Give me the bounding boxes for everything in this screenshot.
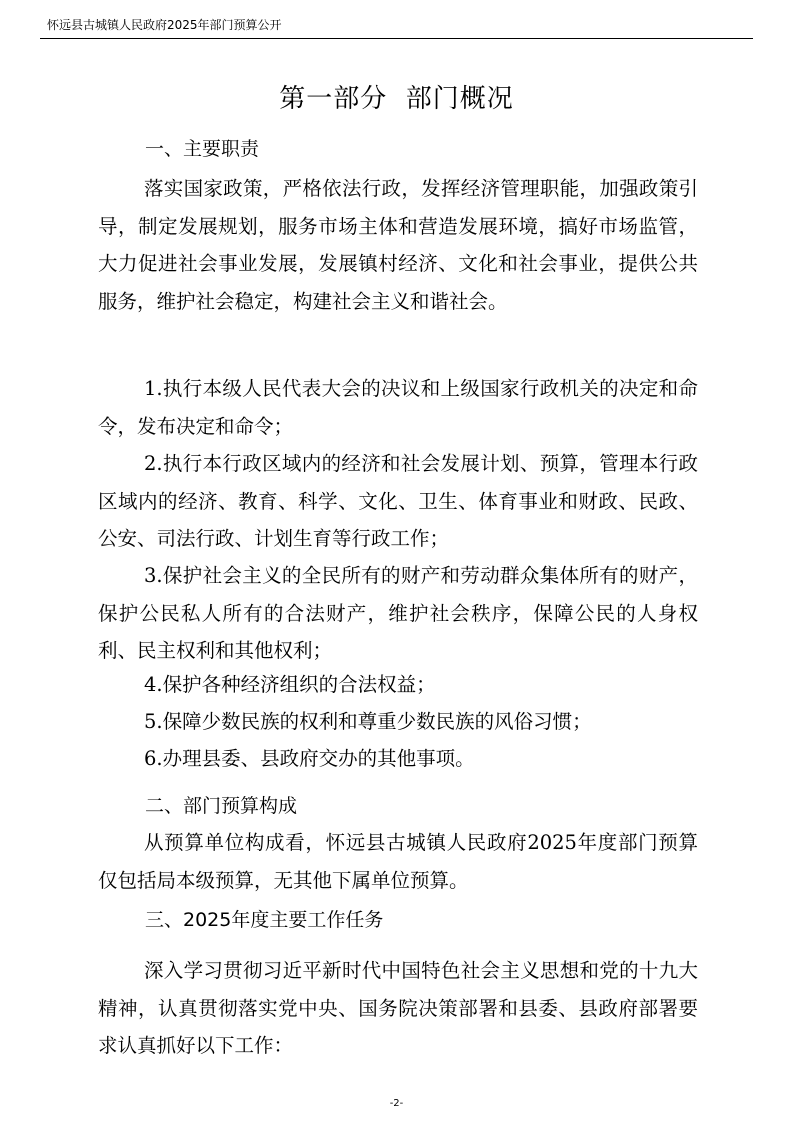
paragraph-duty-5: 5.保障少数民族的权利和尊重少数民族的风俗习惯； — [144, 710, 592, 733]
paragraph-duty-6: 6.办理县委、县政府交办的其他事项。 — [144, 747, 475, 770]
paragraph-budget-structure: 从预算单位构成看，怀远县古城镇人民政府2025年度部门预算仅包括局本级预算，无其他下属单位预算。 — [98, 831, 698, 892]
section-heading-budget-structure: 二、部门预算构成 — [145, 795, 298, 817]
paragraph-main-tasks: 深入学习贯彻习近平新时代中国特色社会主义思想和党的十九大精神，认真贯彻落实党中央、国务院决策部署和县委、县政府部署要求认真抓好以下工作： — [98, 959, 698, 1057]
paragraph-duty-1: 1.执行本级人民代表大会的决议和上级国家行政机关的决定和命令，发布决定和命令； — [98, 377, 698, 438]
running-header: 怀远县古城镇人民政府2025年部门预算公开 — [47, 18, 282, 32]
page-title: 第一部分 部门概况 — [279, 84, 514, 114]
section-heading-main-tasks: 三、2025年度主要工作任务 — [145, 909, 384, 931]
paragraph-duty-3: 3.保护社会主义的全民所有的财产和劳动群众集体所有的财产，保护公民私人所有的合法财产，维护社会秩序，保障公民的人身权利、民主权利和其他权利； — [98, 564, 698, 662]
paragraph-duties-intro: 落实国家政策，严格依法行政，发挥经济管理职能，加强政策引导，制定发展规划，服务市场主体和营造发展环境，搞好市场监管，大力促进社会事业发展，发展镇村经济、文化和社会事业，提供公共服务，维护社会稳定，构建社会主义和谐社会。 — [98, 177, 698, 313]
paragraph-duty-2: 2.执行本行政区域内的经济和社会发展计划、预算，管理本行政区域内的经济、教育、科学、文化、卫生、体育事业和财政、民政、公安、司法行政、计划生育等行政工作； — [98, 452, 698, 550]
paragraph-duty-4: 4.保护各种经济组织的合法权益； — [144, 673, 436, 696]
section-heading-duties: 一、主要职责 — [145, 138, 260, 160]
header-divider — [40, 38, 753, 39]
page-number: -2- — [389, 1098, 404, 1109]
